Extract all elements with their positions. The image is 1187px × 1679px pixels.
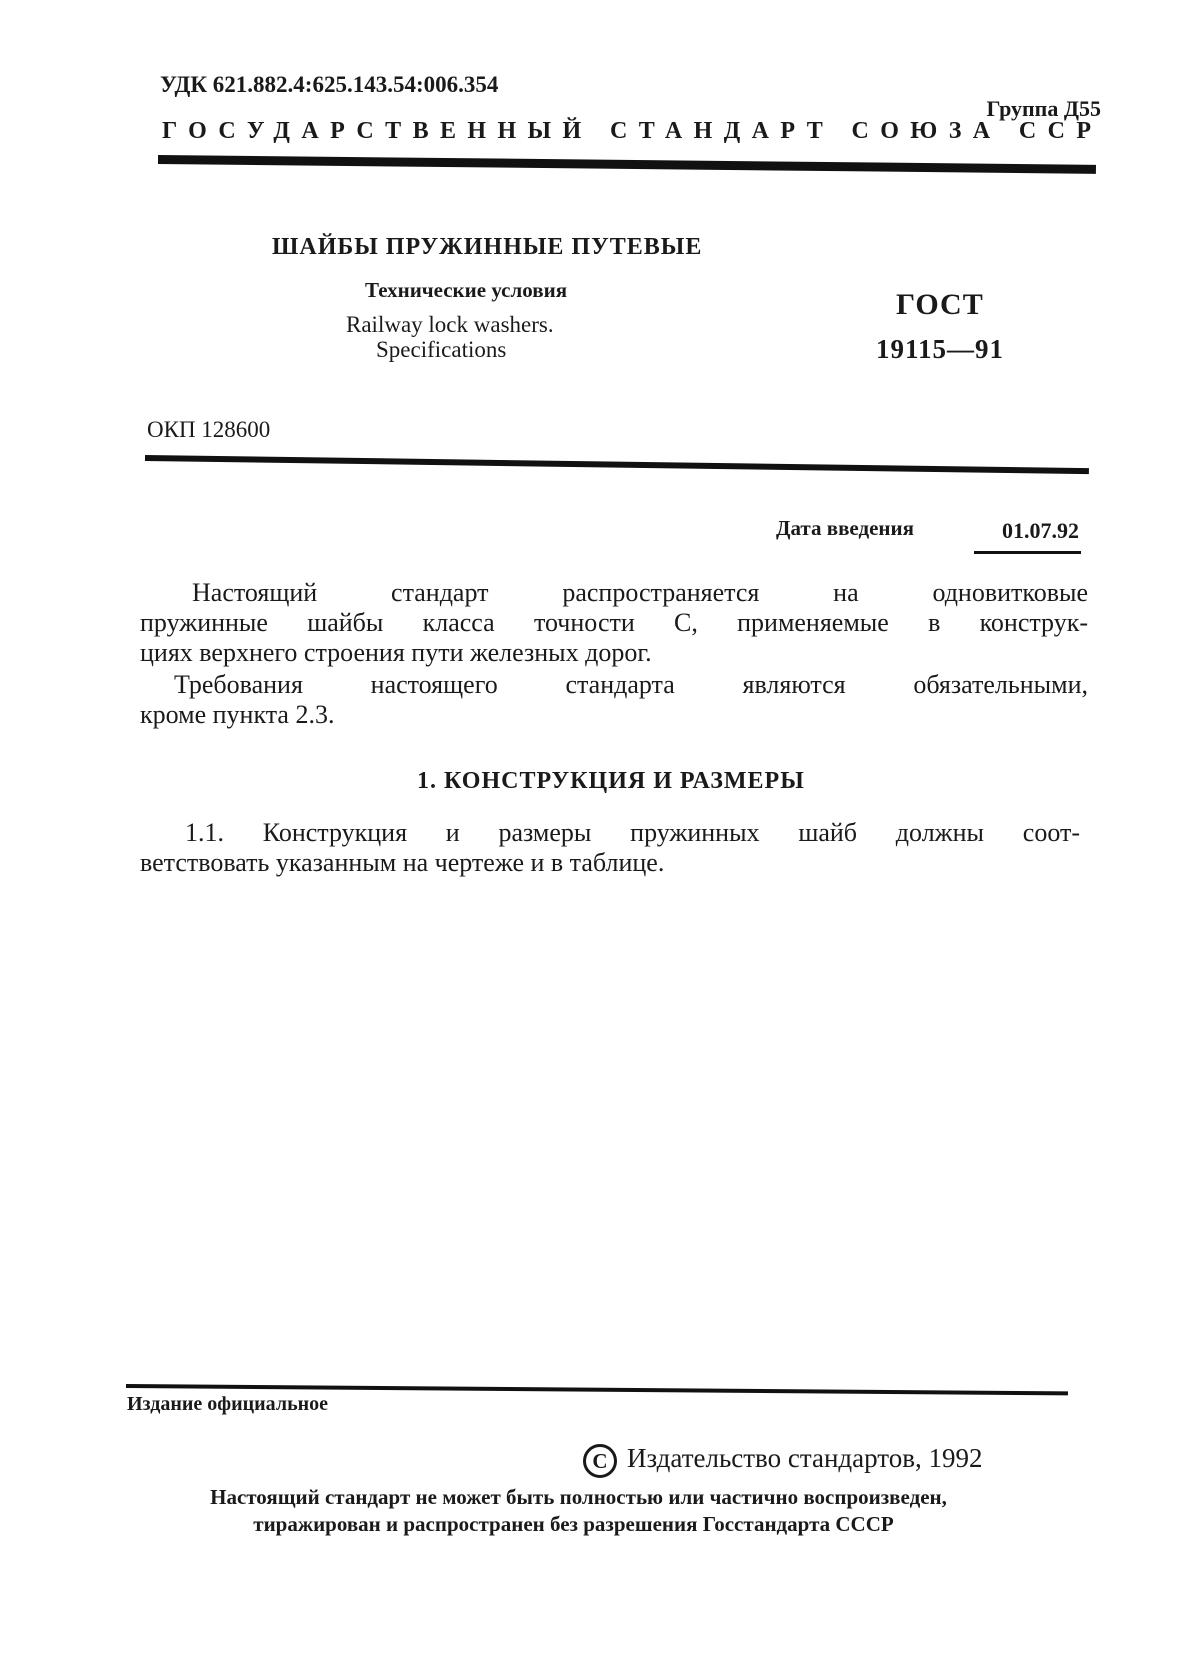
- english-title-line1: Railway lock washers.: [346, 312, 554, 337]
- group-code: Группа Д55: [986, 96, 1101, 121]
- clause-1-1: [140, 818, 1080, 878]
- section-heading: 1. КОНСТРУКЦИЯ И РАЗМЕРЫ: [417, 768, 805, 794]
- introduction-date-value: 01.07.92: [1002, 518, 1079, 543]
- paragraph-line: ветствовать указанным на чертеже и в таблице.: [140, 848, 665, 877]
- header-rule: [158, 155, 1096, 174]
- copyright-line: [583, 1443, 982, 1478]
- paragraph-line: 1.1. Конструкция и размеры пружинных шайб должны соот-: [185, 818, 1080, 847]
- english-title-line2: Specifications: [376, 337, 507, 362]
- paragraph-line: циях верхнего строения пути железных дорог.: [140, 638, 652, 667]
- copyright-icon: C: [583, 1444, 617, 1478]
- introduction-date-label: Дата введения: [776, 516, 914, 540]
- document-title: ШАЙБЫ ПРУЖИННЫЕ ПУТЕВЫЕ: [272, 234, 703, 260]
- mandatory-paragraph: [140, 670, 1088, 730]
- state-standard-heading: ГОСУДАРСТВЕННЫЙ СТАНДАРТ СОЮЗА ССР: [162, 118, 1103, 144]
- paragraph-line: Настоящий стандарт распространяется на одновитковые: [192, 578, 1088, 607]
- title-block-rule: [145, 455, 1089, 474]
- date-underline: [974, 551, 1081, 554]
- intro-paragraph: [140, 578, 1088, 668]
- official-edition-label: Издание официальное: [127, 1393, 329, 1415]
- gost-number: 19115—91: [876, 334, 1005, 364]
- paragraph-line: пружинные шайбы класса точности С, применяемые в конструк-: [140, 608, 1088, 637]
- document-subtitle: Технические условия: [365, 278, 568, 302]
- copyright-text: Издательство стандартов, 1992: [627, 1443, 983, 1473]
- reproduction-notice-line1: Настоящий стандарт не может быть полностью или частично воспроизведен,: [210, 1485, 947, 1509]
- reproduction-notice-line2: тиражирован и распространен без разрешения Госстандарта СССР: [253, 1512, 894, 1536]
- udk-code: УДК 621.882.4:625.143.54:006.354: [160, 72, 499, 97]
- paragraph-line: Требования настоящего стандарта являются обязательными,: [174, 670, 1088, 699]
- okp-code: ОКП 128600: [147, 417, 271, 442]
- gost-label: ГОСТ: [896, 288, 984, 321]
- paragraph-line: кроме пункта 2.3.: [140, 700, 335, 729]
